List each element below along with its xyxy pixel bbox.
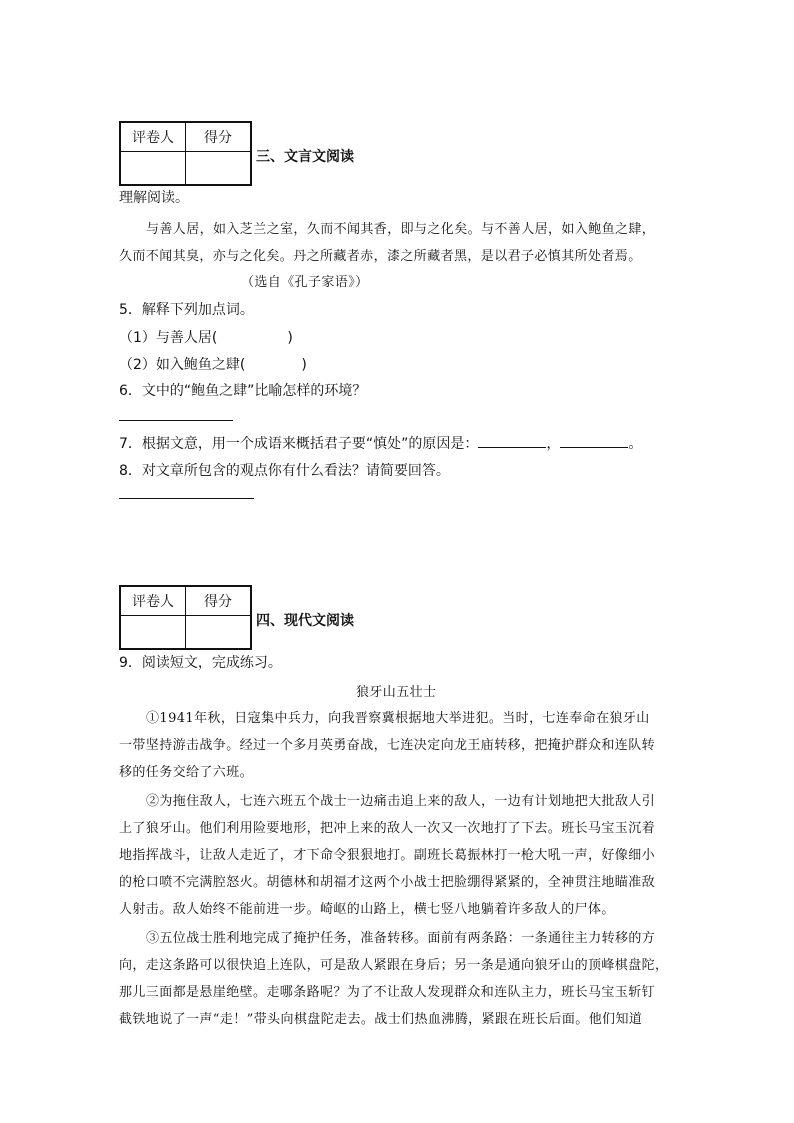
question-7-separator: ，: [546, 436, 561, 452]
paragraph-line: 截铁地说了一声“走！”带头向棋盘陀走去。战士们热血沸腾，紧跟在班长后面。他们知道: [119, 1012, 643, 1027]
question-7-end: 。: [628, 436, 643, 452]
paragraph-line: ③五位战士胜利地完成了掩护任务，准备转移。面前有两条路：一条通往主力转移的方: [146, 931, 656, 946]
paragraph-line: 一带坚持游击战争。经过一个多月英勇奋战，七连决定向龙王庙转移，把掩护群众和连队转: [119, 738, 656, 753]
paragraph-line: 移的任务交给了六班。: [119, 765, 254, 780]
classical-passage-line-2: 久而不闻其臭，亦与之化矣。丹之所藏者赤，漆之所藏者黑，是以君子必慎其所处者焉。: [119, 249, 642, 264]
instruction: 理解阅读。: [119, 190, 189, 206]
passage-source: （选自《孔子家语》）: [241, 275, 369, 290]
paragraph-line: ①1941年秋，日寇集中兵力，向我晋察冀根据地大举进犯。当时，七连奉命在狼牙山: [146, 711, 650, 726]
paragraph-line: 的枪口喷不完满腔怒火。胡德林和胡福才这两个小战士把脸绷得紧紧的，全神贯注地瞄准敌: [119, 875, 656, 890]
question-6: 6．文中的“鲍鱼之肆”比喻怎样的环境？: [119, 383, 367, 399]
paragraph-line: 上了狼牙山。他们利用险要地形，把冲上来的敌人一次又一次地打了下去。班长马宝玉沉着: [119, 821, 656, 836]
score-header: 得分: [186, 586, 252, 616]
question-9: 9．阅读短文，完成练习。: [119, 655, 282, 671]
classical-passage-line-1: 与善人居，如入芝兰之室，久而不闻其香，即与之化矣。与不善人居，如入鲍鱼之肆，: [146, 222, 656, 237]
grader-cell[interactable]: [120, 152, 186, 186]
score-table-section4: [119, 585, 252, 650]
question-5-2: （2）如入鲍鱼之肆( ): [119, 357, 307, 373]
answer-blank-q7-b[interactable]: [560, 433, 628, 448]
grader-header: 评卷人: [120, 122, 186, 152]
answer-blank-q7-a[interactable]: [478, 433, 546, 448]
answer-line-q8[interactable]: [119, 498, 254, 499]
score-cell[interactable]: [186, 616, 252, 650]
paragraph-line: 那儿三面都是悬崖绝壁。走哪条路呢？为了不让敌人发现群众和连队主力，班长马宝玉斩钉: [119, 985, 656, 1000]
question-7-text: 7．根据文意，用一个成语来概括君子要“慎处”的原因是：: [119, 436, 479, 452]
score-cell[interactable]: [186, 152, 252, 186]
question-8: 8．对文章所包含的观点你有什么看法？请简要回答。: [119, 463, 450, 479]
question-5: 5．解释下列加点词。: [119, 302, 254, 318]
paragraph-line: 人射击。敌人始终不能前进一步。崎岖的山路上，横七竖八地躺着许多敌人的尸体。: [119, 902, 615, 917]
question-5-1: （1）与善人居( ): [119, 330, 293, 346]
score-table-section3: [119, 121, 252, 186]
passage-title: 狼牙山五壮士: [356, 685, 437, 700]
grader-cell[interactable]: [120, 616, 186, 650]
score-header: 得分: [186, 122, 252, 152]
answer-line-q6[interactable]: [119, 420, 233, 421]
grader-header: 评卷人: [120, 586, 186, 616]
section3-title: 三、文言文阅读: [256, 149, 354, 165]
question-7: [119, 433, 642, 453]
paragraph-line: ②为拖住敌人，七连六班五个战士一边痛击追上来的敌人，一边有计划地把大批敌人引: [146, 794, 656, 809]
paragraph-line: 向，走这条路可以很快追上连队，可是敌人紧跟在身后；另一条是通向狼牙山的顶峰棋盘陀，: [119, 958, 669, 973]
paragraph-line: 地指挥战斗，让敌人走近了，才下命令狠狠地打。副班长葛振林打一枪大吼一声，好像细小: [119, 848, 656, 863]
section4-title: 四、现代文阅读: [256, 613, 354, 629]
